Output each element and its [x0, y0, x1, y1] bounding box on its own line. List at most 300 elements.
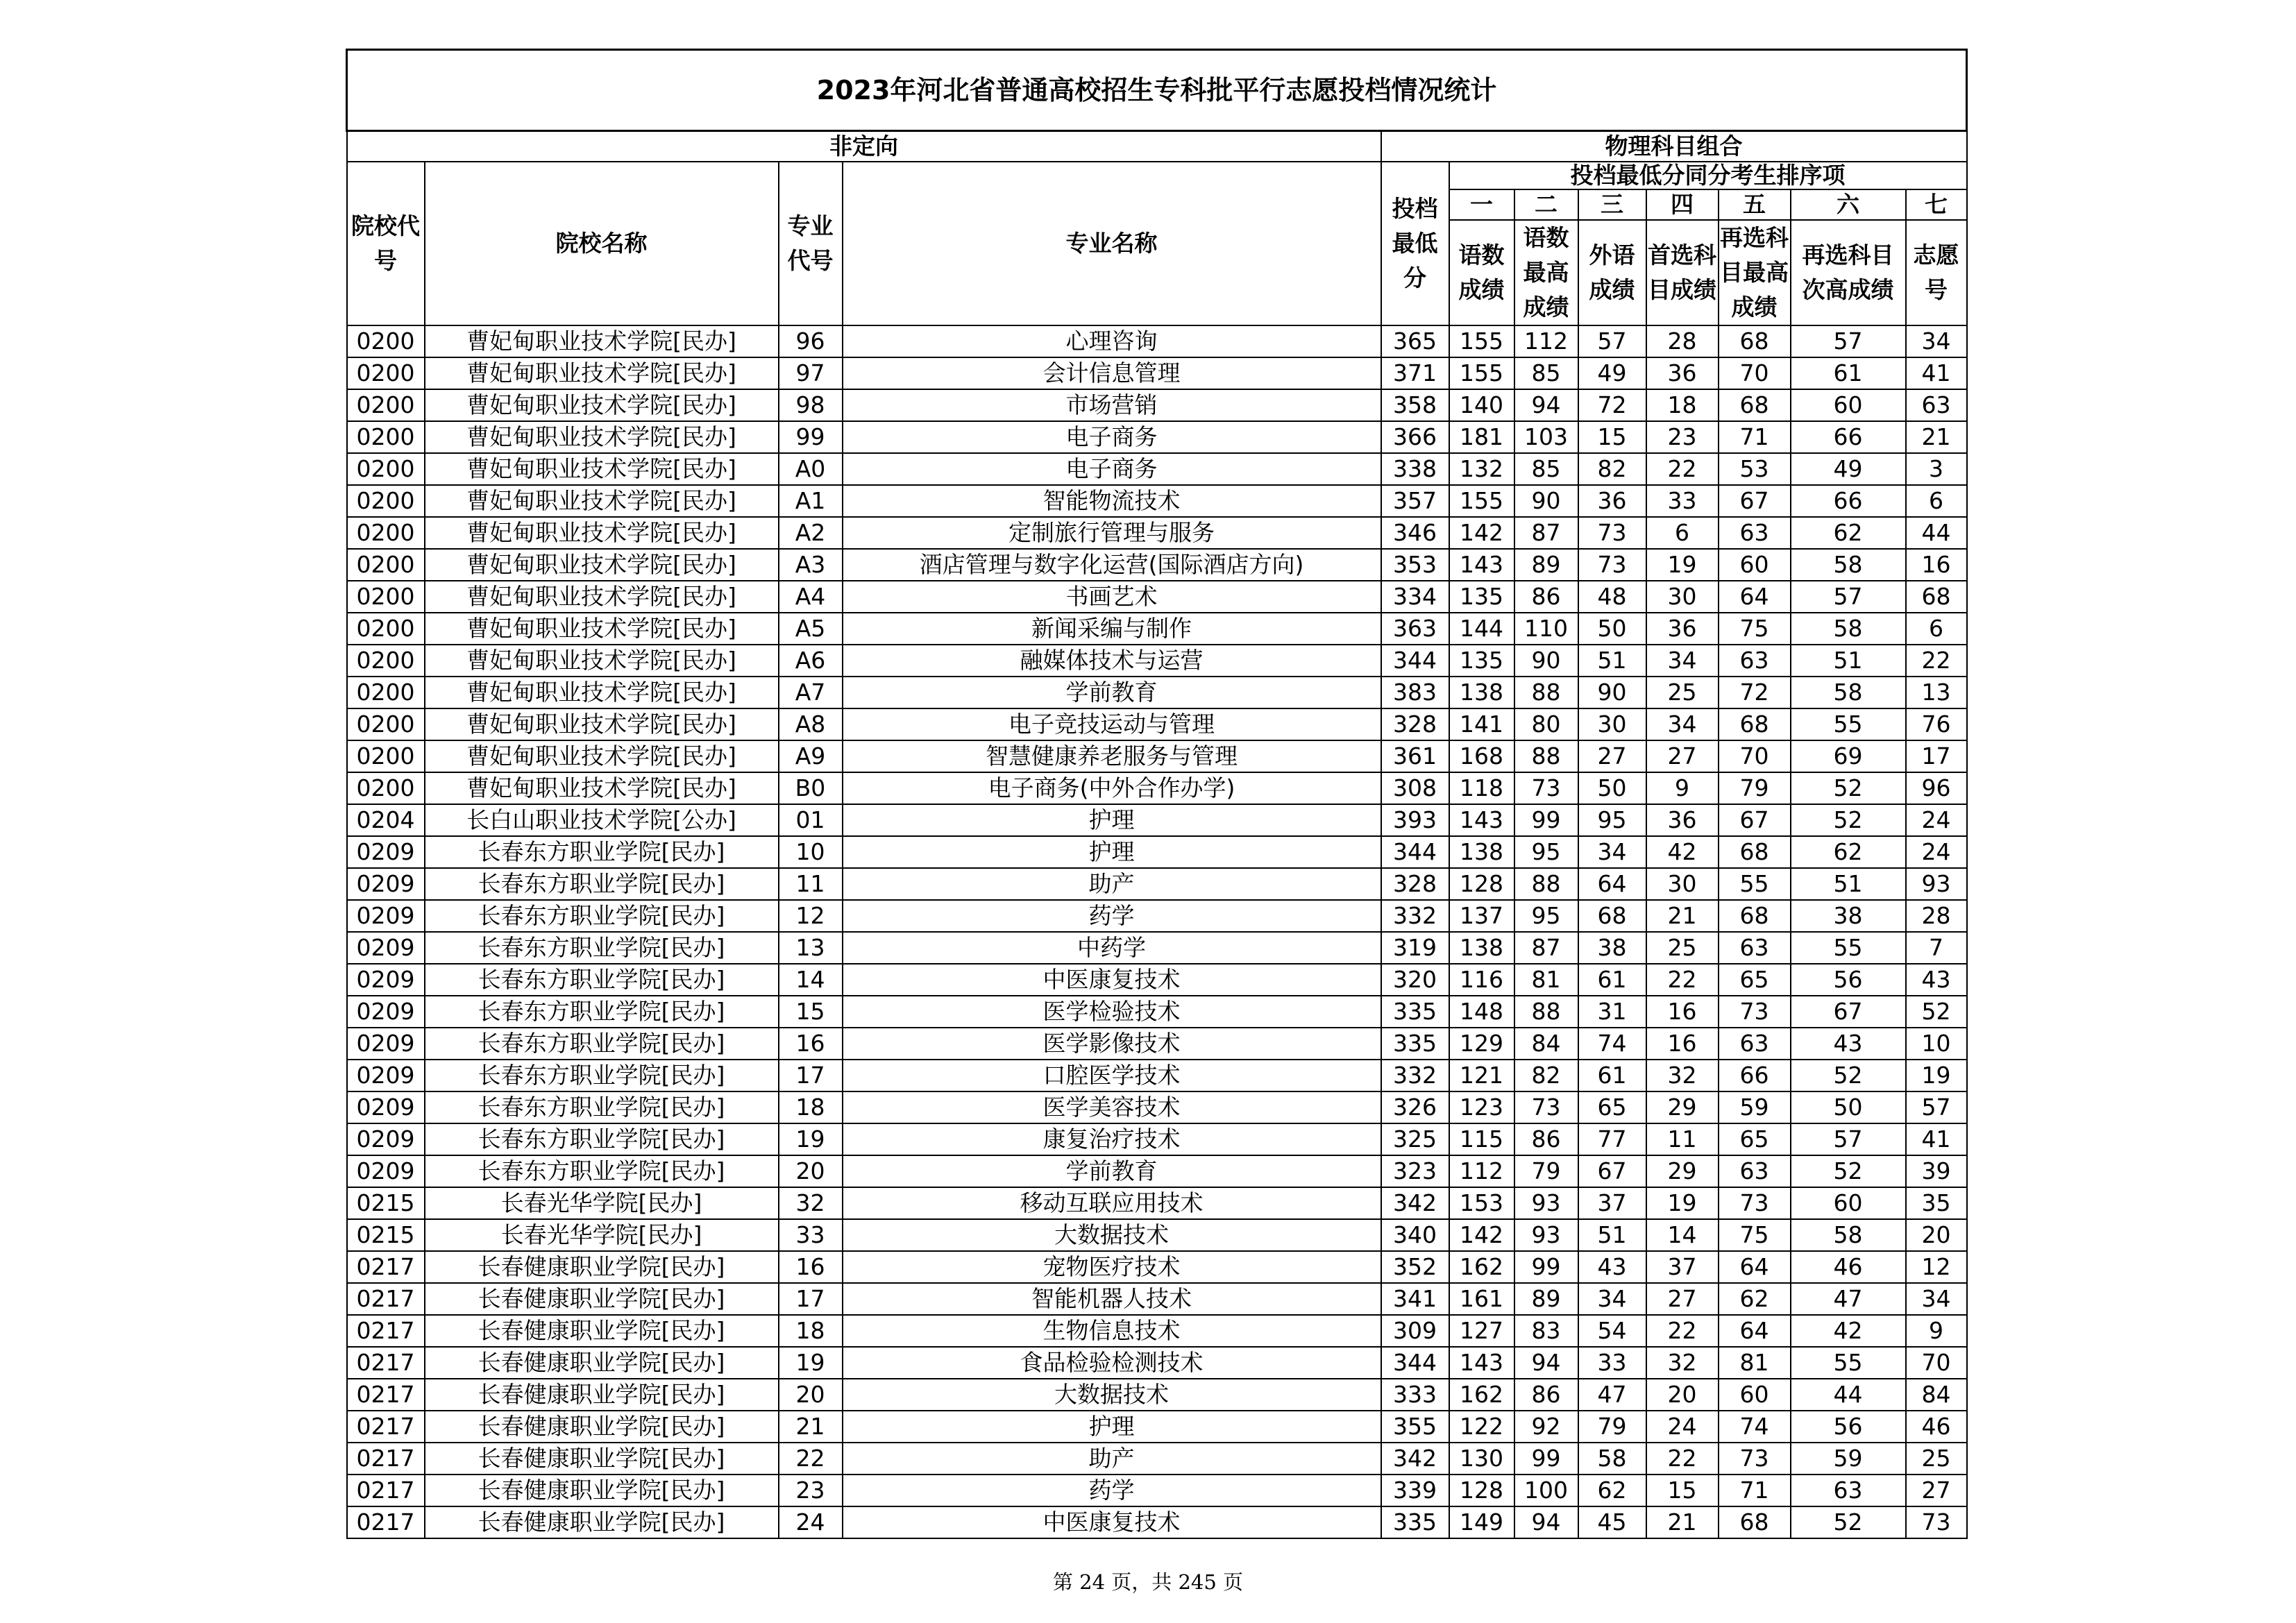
second-subject-next-cell: 43 — [1791, 1028, 1906, 1060]
major-name-cell: 助产 — [843, 868, 1381, 900]
preference-number-cell: 7 — [1906, 932, 1967, 964]
chinese-math-max-cell: 85 — [1514, 453, 1578, 485]
major-name-cell: 移动互联应用技术 — [843, 1187, 1381, 1219]
table-row — [347, 1283, 1967, 1315]
preference-number-cell: 39 — [1906, 1155, 1967, 1187]
min-score-cell: 323 — [1381, 1155, 1449, 1187]
foreign-language-cell: 79 — [1578, 1411, 1646, 1443]
chinese-math-max-cell: 88 — [1514, 677, 1578, 708]
second-subject-next-cell: 67 — [1791, 996, 1906, 1028]
major-code-cell: A6 — [779, 645, 843, 677]
first-subject-cell: 29 — [1646, 1155, 1719, 1187]
page-title: 2023年河北省普通高校招生专科批平行志愿投档情况统计 — [347, 50, 1967, 131]
chinese-math-max-cell: 84 — [1514, 1028, 1578, 1060]
school-name-cell: 曹妃甸职业技术学院[民办] — [425, 357, 779, 389]
chinese-math-max-cell: 90 — [1514, 485, 1578, 517]
preference-number-cell: 43 — [1906, 964, 1967, 996]
second-subject-max-cell: 67 — [1719, 804, 1791, 836]
chinese-math-max-cell: 95 — [1514, 836, 1578, 868]
first-subject-cell: 32 — [1646, 1347, 1719, 1379]
second-subject-max-cell: 68 — [1719, 1506, 1791, 1538]
foreign-language-cell: 68 — [1578, 900, 1646, 932]
first-subject-cell: 6 — [1646, 517, 1719, 549]
major-name-cell: 医学影像技术 — [843, 1028, 1381, 1060]
major-code-cell: 10 — [779, 836, 843, 868]
major-code-cell: 23 — [779, 1475, 843, 1506]
preference-number-cell: 20 — [1906, 1219, 1967, 1251]
second-subject-max-cell: 67 — [1719, 485, 1791, 517]
table-row — [347, 836, 1967, 868]
preference-number-cell: 73 — [1906, 1506, 1967, 1538]
table-row — [347, 1187, 1967, 1219]
table-row — [347, 325, 1967, 357]
min-score-cell: 338 — [1381, 453, 1449, 485]
second-subject-next-cell: 52 — [1791, 772, 1906, 804]
major-name-cell: 医学检验技术 — [843, 996, 1381, 1028]
second-subject-max-cell: 65 — [1719, 964, 1791, 996]
preference-number-cell: 9 — [1906, 1315, 1967, 1347]
rank-label: 志愿号 — [1906, 220, 1967, 325]
table-row — [347, 1028, 1967, 1060]
min-score-cell: 355 — [1381, 1411, 1449, 1443]
rank-number: 二 — [1514, 189, 1578, 220]
school-name-cell: 曹妃甸职业技术学院[民办] — [425, 421, 779, 453]
min-score-cell: 344 — [1381, 1347, 1449, 1379]
second-subject-next-cell: 62 — [1791, 836, 1906, 868]
second-subject-max-cell: 81 — [1719, 1347, 1791, 1379]
header-min-score: 投档最低分 — [1381, 162, 1449, 325]
major-code-cell: 14 — [779, 964, 843, 996]
rank-label: 外语成绩 — [1578, 220, 1646, 325]
first-subject-cell: 22 — [1646, 1443, 1719, 1475]
min-score-cell: 352 — [1381, 1251, 1449, 1283]
second-subject-max-cell: 60 — [1719, 549, 1791, 581]
first-subject-cell: 30 — [1646, 868, 1719, 900]
table-row — [347, 549, 1967, 581]
foreign-language-cell: 37 — [1578, 1187, 1646, 1219]
min-score-cell: 344 — [1381, 836, 1449, 868]
second-subject-max-cell: 70 — [1719, 740, 1791, 772]
foreign-language-cell: 27 — [1578, 740, 1646, 772]
major-code-cell: 33 — [779, 1219, 843, 1251]
second-subject-next-cell: 59 — [1791, 1443, 1906, 1475]
min-score-cell: 341 — [1381, 1283, 1449, 1315]
foreign-language-cell: 90 — [1578, 677, 1646, 708]
school-name-cell: 曹妃甸职业技术学院[民办] — [425, 645, 779, 677]
major-name-cell: 新闻采编与制作 — [843, 613, 1381, 645]
major-name-cell: 智能机器人技术 — [843, 1283, 1381, 1315]
school-code-cell: 0209 — [347, 1091, 425, 1123]
table-row — [347, 389, 1967, 421]
second-subject-max-cell: 79 — [1719, 772, 1791, 804]
sort-items-band: 投档最低分同分考生排序项 — [1449, 162, 1967, 189]
min-score-cell: 335 — [1381, 1028, 1449, 1060]
second-subject-next-cell: 38 — [1791, 900, 1906, 932]
table-row — [347, 1123, 1967, 1155]
major-code-cell: 18 — [779, 1315, 843, 1347]
first-subject-cell: 22 — [1646, 964, 1719, 996]
chinese-math-max-cell: 79 — [1514, 1155, 1578, 1187]
rank-number: 三 — [1578, 189, 1646, 220]
rank-label: 再选科目次高成绩 — [1791, 220, 1906, 325]
second-subject-next-cell: 60 — [1791, 1187, 1906, 1219]
major-name-cell: 护理 — [843, 804, 1381, 836]
school-code-cell: 0209 — [347, 932, 425, 964]
preference-number-cell: 25 — [1906, 1443, 1967, 1475]
foreign-language-cell: 15 — [1578, 421, 1646, 453]
second-subject-next-cell: 50 — [1791, 1091, 1906, 1123]
preference-number-cell: 24 — [1906, 804, 1967, 836]
major-code-cell: A8 — [779, 708, 843, 740]
preference-number-cell: 24 — [1906, 836, 1967, 868]
first-subject-cell: 16 — [1646, 1028, 1719, 1060]
school-code-cell: 0200 — [347, 389, 425, 421]
first-subject-cell: 20 — [1646, 1379, 1719, 1411]
school-code-cell: 0200 — [347, 485, 425, 517]
foreign-language-cell: 61 — [1578, 1060, 1646, 1091]
chinese-math-score-cell: 168 — [1449, 740, 1514, 772]
table-row — [347, 1411, 1967, 1443]
foreign-language-cell: 33 — [1578, 1347, 1646, 1379]
foreign-language-cell: 61 — [1578, 964, 1646, 996]
non-directed-band: 非定向 — [347, 131, 1381, 162]
first-subject-cell: 15 — [1646, 1475, 1719, 1506]
second-subject-max-cell: 73 — [1719, 1187, 1791, 1219]
second-subject-next-cell: 56 — [1791, 1411, 1906, 1443]
major-code-cell: 01 — [779, 804, 843, 836]
major-code-cell: 22 — [779, 1443, 843, 1475]
major-name-cell: 大数据技术 — [843, 1379, 1381, 1411]
school-name-cell: 长春光华学院[民办] — [425, 1187, 779, 1219]
foreign-language-cell: 50 — [1578, 772, 1646, 804]
second-subject-next-cell: 56 — [1791, 964, 1906, 996]
second-subject-next-cell: 57 — [1791, 581, 1906, 613]
min-score-cell: 358 — [1381, 389, 1449, 421]
school-code-cell: 0204 — [347, 804, 425, 836]
school-name-cell: 长白山职业技术学院[公办] — [425, 804, 779, 836]
min-score-cell: 328 — [1381, 868, 1449, 900]
foreign-language-cell: 45 — [1578, 1506, 1646, 1538]
major-name-cell: 大数据技术 — [843, 1219, 1381, 1251]
header-major-code: 专业代号 — [779, 162, 843, 325]
foreign-language-cell: 36 — [1578, 485, 1646, 517]
second-subject-next-cell: 60 — [1791, 389, 1906, 421]
min-score-cell: 357 — [1381, 485, 1449, 517]
min-score-cell: 393 — [1381, 804, 1449, 836]
second-subject-next-cell: 58 — [1791, 1219, 1906, 1251]
school-name-cell: 曹妃甸职业技术学院[民办] — [425, 389, 779, 421]
table-row — [347, 1251, 1967, 1283]
foreign-language-cell: 64 — [1578, 868, 1646, 900]
preference-number-cell: 93 — [1906, 868, 1967, 900]
chinese-math-max-cell: 88 — [1514, 868, 1578, 900]
chinese-math-score-cell: 137 — [1449, 900, 1514, 932]
min-score-cell: 365 — [1381, 325, 1449, 357]
first-subject-cell: 22 — [1646, 1315, 1719, 1347]
min-score-cell: 333 — [1381, 1379, 1449, 1411]
foreign-language-cell: 50 — [1578, 613, 1646, 645]
school-code-cell: 0209 — [347, 868, 425, 900]
min-score-cell: 346 — [1381, 517, 1449, 549]
table-row — [347, 708, 1967, 740]
foreign-language-cell: 77 — [1578, 1123, 1646, 1155]
chinese-math-max-cell: 87 — [1514, 932, 1578, 964]
table-row — [347, 357, 1967, 389]
chinese-math-max-cell: 94 — [1514, 389, 1578, 421]
chinese-math-max-cell: 93 — [1514, 1187, 1578, 1219]
second-subject-next-cell: 52 — [1791, 1060, 1906, 1091]
school-code-cell: 0217 — [347, 1283, 425, 1315]
school-name-cell: 曹妃甸职业技术学院[民办] — [425, 453, 779, 485]
min-score-cell: 325 — [1381, 1123, 1449, 1155]
chinese-math-max-cell: 86 — [1514, 1123, 1578, 1155]
rank-label: 语数成绩 — [1449, 220, 1514, 325]
chinese-math-score-cell: 138 — [1449, 836, 1514, 868]
rank-number: 六 — [1791, 189, 1906, 220]
second-subject-max-cell: 66 — [1719, 1060, 1791, 1091]
chinese-math-max-cell: 85 — [1514, 357, 1578, 389]
first-subject-cell: 18 — [1646, 389, 1719, 421]
first-subject-cell: 36 — [1646, 357, 1719, 389]
foreign-language-cell: 62 — [1578, 1475, 1646, 1506]
major-name-cell: 药学 — [843, 1475, 1381, 1506]
rank-number: 四 — [1646, 189, 1719, 220]
major-code-cell: 11 — [779, 868, 843, 900]
major-code-cell: 20 — [779, 1155, 843, 1187]
major-name-cell: 心理咨询 — [843, 325, 1381, 357]
chinese-math-score-cell: 155 — [1449, 357, 1514, 389]
chinese-math-max-cell: 86 — [1514, 581, 1578, 613]
major-name-cell: 药学 — [843, 900, 1381, 932]
min-score-cell: 361 — [1381, 740, 1449, 772]
school-name-cell: 长春健康职业学院[民办] — [425, 1347, 779, 1379]
major-code-cell: 19 — [779, 1123, 843, 1155]
preference-number-cell: 41 — [1906, 357, 1967, 389]
major-name-cell: 助产 — [843, 1443, 1381, 1475]
foreign-language-cell: 43 — [1578, 1251, 1646, 1283]
first-subject-cell: 34 — [1646, 645, 1719, 677]
second-subject-max-cell: 53 — [1719, 453, 1791, 485]
min-score-cell: 340 — [1381, 1219, 1449, 1251]
chinese-math-score-cell: 153 — [1449, 1187, 1514, 1219]
school-code-cell: 0200 — [347, 772, 425, 804]
school-code-cell: 0200 — [347, 421, 425, 453]
major-name-cell: 市场营销 — [843, 389, 1381, 421]
table-row — [347, 1475, 1967, 1506]
school-code-cell: 0200 — [347, 708, 425, 740]
school-name-cell: 长春东方职业学院[民办] — [425, 1123, 779, 1155]
major-code-cell: 17 — [779, 1283, 843, 1315]
min-score-cell: 319 — [1381, 932, 1449, 964]
major-name-cell: 智慧健康养老服务与管理 — [843, 740, 1381, 772]
second-subject-next-cell: 63 — [1791, 1475, 1906, 1506]
first-subject-cell: 36 — [1646, 804, 1719, 836]
table-row — [347, 645, 1967, 677]
min-score-cell: 335 — [1381, 996, 1449, 1028]
major-code-cell: A1 — [779, 485, 843, 517]
chinese-math-max-cell: 88 — [1514, 996, 1578, 1028]
school-name-cell: 曹妃甸职业技术学院[民办] — [425, 549, 779, 581]
foreign-language-cell: 51 — [1578, 1219, 1646, 1251]
major-code-cell: 19 — [779, 1347, 843, 1379]
first-subject-cell: 32 — [1646, 1060, 1719, 1091]
chinese-math-max-cell: 110 — [1514, 613, 1578, 645]
second-subject-max-cell: 63 — [1719, 932, 1791, 964]
rank-label: 再选科目最高成绩 — [1719, 220, 1791, 325]
second-subject-next-cell: 69 — [1791, 740, 1906, 772]
major-code-cell: A4 — [779, 581, 843, 613]
second-subject-max-cell: 63 — [1719, 1155, 1791, 1187]
table-row — [347, 453, 1967, 485]
major-code-cell: 18 — [779, 1091, 843, 1123]
header-major-name: 专业名称 — [843, 162, 1381, 325]
major-code-cell: A5 — [779, 613, 843, 645]
second-subject-max-cell: 70 — [1719, 357, 1791, 389]
foreign-language-cell: 58 — [1578, 1443, 1646, 1475]
min-score-cell: 332 — [1381, 900, 1449, 932]
major-name-cell: 电子商务 — [843, 453, 1381, 485]
second-subject-max-cell: 64 — [1719, 1315, 1791, 1347]
min-score-cell: 320 — [1381, 964, 1449, 996]
school-code-cell: 0200 — [347, 517, 425, 549]
school-name-cell: 长春东方职业学院[民办] — [425, 868, 779, 900]
first-subject-cell: 19 — [1646, 1187, 1719, 1219]
header-school-name: 院校名称 — [425, 162, 779, 325]
first-subject-cell: 24 — [1646, 1411, 1719, 1443]
major-name-cell: 口腔医学技术 — [843, 1060, 1381, 1091]
header-school-code: 院校代号 — [347, 162, 425, 325]
min-score-cell: 309 — [1381, 1315, 1449, 1347]
first-subject-cell: 29 — [1646, 1091, 1719, 1123]
second-subject-max-cell: 72 — [1719, 677, 1791, 708]
table-row — [347, 1347, 1967, 1379]
second-subject-max-cell: 60 — [1719, 1379, 1791, 1411]
major-name-cell: 学前教育 — [843, 677, 1381, 708]
chinese-math-score-cell: 115 — [1449, 1123, 1514, 1155]
school-name-cell: 长春东方职业学院[民办] — [425, 964, 779, 996]
foreign-language-cell: 73 — [1578, 517, 1646, 549]
school-code-cell: 0217 — [347, 1506, 425, 1538]
min-score-cell: 326 — [1381, 1091, 1449, 1123]
foreign-language-cell: 65 — [1578, 1091, 1646, 1123]
chinese-math-score-cell: 130 — [1449, 1443, 1514, 1475]
chinese-math-score-cell: 132 — [1449, 453, 1514, 485]
min-score-cell: 328 — [1381, 708, 1449, 740]
school-name-cell: 长春东方职业学院[民办] — [425, 1028, 779, 1060]
major-name-cell: 智能物流技术 — [843, 485, 1381, 517]
chinese-math-score-cell: 127 — [1449, 1315, 1514, 1347]
major-name-cell: 康复治疗技术 — [843, 1123, 1381, 1155]
major-name-cell: 电子竞技运动与管理 — [843, 708, 1381, 740]
major-name-cell: 护理 — [843, 1411, 1381, 1443]
foreign-language-cell: 30 — [1578, 708, 1646, 740]
school-code-cell: 0200 — [347, 581, 425, 613]
chinese-math-score-cell: 162 — [1449, 1251, 1514, 1283]
chinese-math-max-cell: 87 — [1514, 517, 1578, 549]
major-code-cell: 17 — [779, 1060, 843, 1091]
second-subject-next-cell: 58 — [1791, 677, 1906, 708]
foreign-language-cell: 74 — [1578, 1028, 1646, 1060]
school-code-cell: 0209 — [347, 836, 425, 868]
first-subject-cell: 9 — [1646, 772, 1719, 804]
chinese-math-score-cell: 155 — [1449, 485, 1514, 517]
min-score-cell: 339 — [1381, 1475, 1449, 1506]
major-name-cell: 电子商务(中外合作办学) — [843, 772, 1381, 804]
chinese-math-max-cell: 99 — [1514, 1443, 1578, 1475]
major-code-cell: 99 — [779, 421, 843, 453]
school-code-cell: 0215 — [347, 1187, 425, 1219]
table-row — [347, 1443, 1967, 1475]
school-name-cell: 长春健康职业学院[民办] — [425, 1475, 779, 1506]
major-name-cell: 护理 — [843, 836, 1381, 868]
min-score-cell: 363 — [1381, 613, 1449, 645]
chinese-math-max-cell: 99 — [1514, 1251, 1578, 1283]
major-name-cell: 会计信息管理 — [843, 357, 1381, 389]
chinese-math-score-cell: 116 — [1449, 964, 1514, 996]
school-code-cell: 0217 — [347, 1251, 425, 1283]
major-code-cell: 98 — [779, 389, 843, 421]
school-name-cell: 曹妃甸职业技术学院[民办] — [425, 613, 779, 645]
chinese-math-score-cell: 135 — [1449, 645, 1514, 677]
school-code-cell: 0217 — [347, 1443, 425, 1475]
preference-number-cell: 34 — [1906, 1283, 1967, 1315]
major-name-cell: 医学美容技术 — [843, 1091, 1381, 1123]
major-code-cell: A0 — [779, 453, 843, 485]
chinese-math-max-cell: 73 — [1514, 1091, 1578, 1123]
foreign-language-cell: 82 — [1578, 453, 1646, 485]
table-row — [347, 964, 1967, 996]
major-name-cell: 学前教育 — [843, 1155, 1381, 1187]
school-code-cell: 0217 — [347, 1411, 425, 1443]
major-code-cell: A2 — [779, 517, 843, 549]
school-code-cell: 0209 — [347, 900, 425, 932]
first-subject-cell: 16 — [1646, 996, 1719, 1028]
school-name-cell: 长春健康职业学院[民办] — [425, 1411, 779, 1443]
school-code-cell: 0200 — [347, 549, 425, 581]
school-name-cell: 曹妃甸职业技术学院[民办] — [425, 740, 779, 772]
second-subject-next-cell: 55 — [1791, 1347, 1906, 1379]
second-subject-next-cell: 57 — [1791, 1123, 1906, 1155]
school-code-cell: 0209 — [347, 1060, 425, 1091]
chinese-math-score-cell: 148 — [1449, 996, 1514, 1028]
first-subject-cell: 36 — [1646, 613, 1719, 645]
preference-number-cell: 28 — [1906, 900, 1967, 932]
major-code-cell: A7 — [779, 677, 843, 708]
foreign-language-cell: 49 — [1578, 357, 1646, 389]
foreign-language-cell: 48 — [1578, 581, 1646, 613]
major-name-cell: 生物信息技术 — [843, 1315, 1381, 1347]
chinese-math-score-cell: 162 — [1449, 1379, 1514, 1411]
chinese-math-max-cell: 92 — [1514, 1411, 1578, 1443]
school-code-cell: 0200 — [347, 645, 425, 677]
preference-number-cell: 13 — [1906, 677, 1967, 708]
school-code-cell: 0209 — [347, 996, 425, 1028]
chinese-math-max-cell: 99 — [1514, 804, 1578, 836]
second-subject-next-cell: 42 — [1791, 1315, 1906, 1347]
major-code-cell: 24 — [779, 1506, 843, 1538]
second-subject-max-cell: 68 — [1719, 389, 1791, 421]
table-row — [347, 932, 1967, 964]
page-footer: 第 24 页，共 245 页 — [1052, 1570, 1244, 1594]
second-subject-max-cell: 64 — [1719, 1251, 1791, 1283]
rank-label: 首选科目成绩 — [1646, 220, 1719, 325]
second-subject-next-cell: 58 — [1791, 613, 1906, 645]
major-code-cell: 20 — [779, 1379, 843, 1411]
major-code-cell: 12 — [779, 900, 843, 932]
second-subject-max-cell: 73 — [1719, 1443, 1791, 1475]
second-subject-next-cell: 66 — [1791, 421, 1906, 453]
chinese-math-max-cell: 94 — [1514, 1506, 1578, 1538]
